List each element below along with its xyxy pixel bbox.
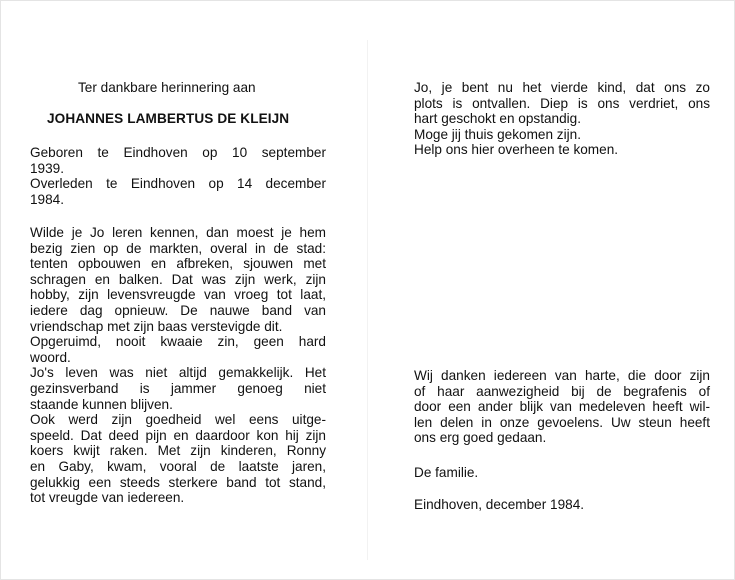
bio-line: koers kwijt raken. Met zijn kinderen, Ronny: [30, 443, 326, 459]
bio-line: tot vreugde van iedereen.: [30, 490, 185, 506]
thanks-line: door een ander blijk van medeleven heeft wil-: [414, 399, 710, 415]
bio-line: schragen en balken. Dat was zijn werk, zijn: [30, 271, 326, 287]
thank-you-note: [414, 368, 710, 446]
birth-year: 1939.: [30, 160, 65, 176]
death-line: Overleden te Eindhoven op 14 december: [30, 176, 326, 192]
bio-line: gelukkig een steeds sterkere band tot stand,: [30, 474, 326, 490]
birth-line: Geboren te Eindhoven op 10 september: [30, 145, 326, 160]
signature-family: De familie.: [414, 465, 479, 480]
poem-line: Moge jij thuis gekomen zijn.: [414, 126, 581, 142]
bio-line: Wilde je Jo leren kennen, dan moest je hem: [30, 225, 326, 240]
death-year: 1984.: [30, 191, 65, 207]
bio-line: hobby, zijn levensvreugde van vroeg tot laat,: [30, 287, 326, 303]
bio-line: tenten opbouwen en afbreken, sjouwen met: [30, 256, 326, 272]
thanks-line: Wij danken iedereen van harte, die door zijn: [414, 368, 710, 383]
thanks-line: of haar aanwezigheid bij de begrafenis of: [414, 383, 710, 399]
poem-line: hart geschokt en opstandig.: [414, 111, 582, 127]
fold-line: [367, 40, 368, 560]
place-date: Eindhoven, december 1984.: [414, 497, 585, 512]
bio-line: vriendschap met zijn baas verstevigde dit.: [30, 318, 283, 334]
thanks-line: len delen in onze gevoelens. Uw steun heeft: [414, 414, 710, 430]
bio-line: Jo's leven was niet altijd gemakkelijk. Het: [30, 365, 326, 381]
bio-line: iedere dag opnieuw. De nauwe band van: [30, 302, 326, 318]
poem-line: Jo, je bent nu het vierde kind, dat ons zo: [414, 80, 710, 95]
deceased-name: JOHANNES LAMBERTUS DE KLEIJN: [47, 111, 290, 126]
bio-line: en Gaby, kwam, vooral de laatste jaren,: [30, 458, 326, 474]
intro-text: Ter dankbare herinnering aan: [78, 80, 256, 95]
poem-line: plots is ontvallen. Diep is ons verdriet, ons: [414, 95, 710, 111]
bio-line: Opgeruimd, nooit kwaaie zin, geen hard: [30, 334, 326, 350]
thanks-line: ons erg goed gedaan.: [414, 430, 547, 446]
bio-line: bezig zien op de markten, overal in de stad:: [30, 240, 326, 256]
bio-line: speeld. Dat deed pijn en daardoor kon hij zijn: [30, 427, 326, 443]
bio-line: staande kunnen blijven.: [30, 396, 173, 412]
bio-line: gezinsverband is jammer genoeg niet: [30, 380, 326, 396]
bio-line: Ook werd zijn goedheid wel eens uitge-: [30, 412, 326, 428]
poem-line: Help ons hier overheen te komen.: [414, 142, 619, 158]
biography: [30, 225, 326, 506]
dates-block: [30, 145, 326, 207]
poem: [414, 80, 710, 158]
bio-line: woord.: [30, 349, 71, 365]
